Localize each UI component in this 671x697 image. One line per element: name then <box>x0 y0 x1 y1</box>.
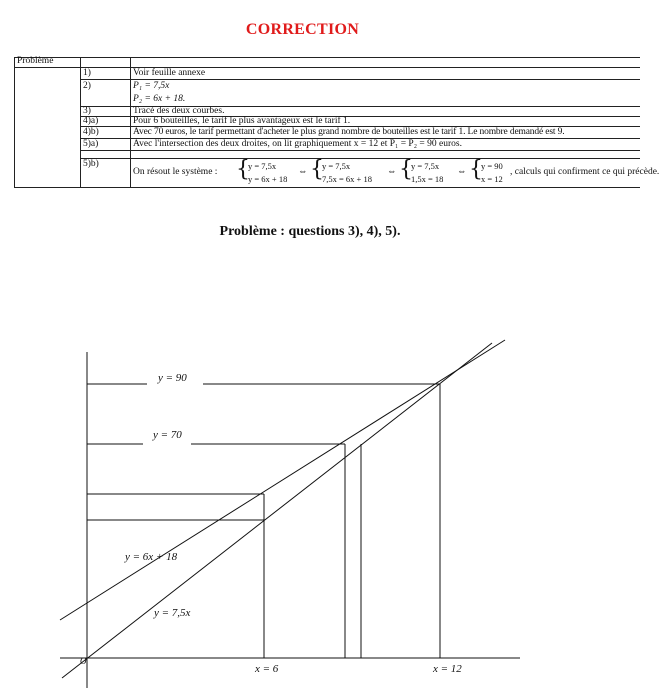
label-line-6x-plus-18: y = 6x + 18 <box>125 551 178 563</box>
system-3-line-a: y = 7,5x <box>411 161 440 171</box>
system-4-line-a: y = 90 <box>481 161 503 171</box>
system-2-line-a: y = 7,5x <box>322 161 351 171</box>
system-brace: { <box>399 157 413 182</box>
row-number: 3) <box>83 106 91 116</box>
label-y70: y = 70 <box>153 429 182 441</box>
row-text: Voir feuille annexe <box>133 68 206 78</box>
row-text: Pour 6 bouteilles, le tarif le plus avantageux est le tarif 1. <box>133 116 351 126</box>
row-text: Avec 70 euros, le tarif permettant d'acheter le plus grand nombre de bouteilles est le tarif 1. Le nombre demandé est 9. <box>133 127 565 137</box>
equivalence-symbol: ⇔ <box>457 167 467 177</box>
system-brace: { <box>310 157 324 182</box>
row-number: 1) <box>83 68 91 78</box>
table-header: Problème <box>17 56 54 66</box>
row-number: 5)a) <box>83 139 99 149</box>
label-origin: O <box>80 656 87 666</box>
row-number: 2) <box>83 81 91 91</box>
line-6x-plus-18 <box>60 340 505 620</box>
label-line-7-5x: y = 7,5x <box>154 607 191 619</box>
system-brace: { <box>469 157 483 182</box>
label-y90: y = 90 <box>158 372 187 384</box>
row-text: Avec l'intersection des deux droites, on lit graphiquement x = 12 et P₁ = P₂ = 90 euros. <box>133 139 462 149</box>
formula-p2: P₂ = 6x + 18. <box>133 94 186 104</box>
correction-title: CORRECTION <box>245 21 360 38</box>
label-x6: x = 6 <box>255 663 279 675</box>
equivalence-symbol: ⇔ <box>298 167 308 177</box>
row-number: 4)b) <box>83 127 99 137</box>
system-1-line-b: y = 6x + 18 <box>248 174 288 184</box>
formula-p1: P₁ = 7,5x <box>133 81 170 91</box>
label-x12: x = 12 <box>433 663 462 675</box>
system-2-line-b: 7,5x = 6x + 18 <box>322 174 372 184</box>
system-4-line-b: x = 12 <box>481 174 503 184</box>
line-7-5x <box>62 343 492 678</box>
system-1-line-a: y = 7,5x <box>248 161 277 171</box>
row-number: 5)b) <box>83 159 99 169</box>
graph-heading: Problème : questions 3), 4), 5). <box>219 224 401 239</box>
system-3-line-b: 1,5x = 18 <box>411 174 444 184</box>
system-conclusion: , calculs qui confirment ce qui précède. <box>510 167 660 177</box>
equivalence-symbol: ⇔ <box>387 167 397 177</box>
system-brace: { <box>236 157 250 182</box>
system-prefix: On résout le système : <box>133 167 218 177</box>
row-number: 4)a) <box>83 116 99 126</box>
row-text: Tracé des deux courbes. <box>133 106 225 116</box>
